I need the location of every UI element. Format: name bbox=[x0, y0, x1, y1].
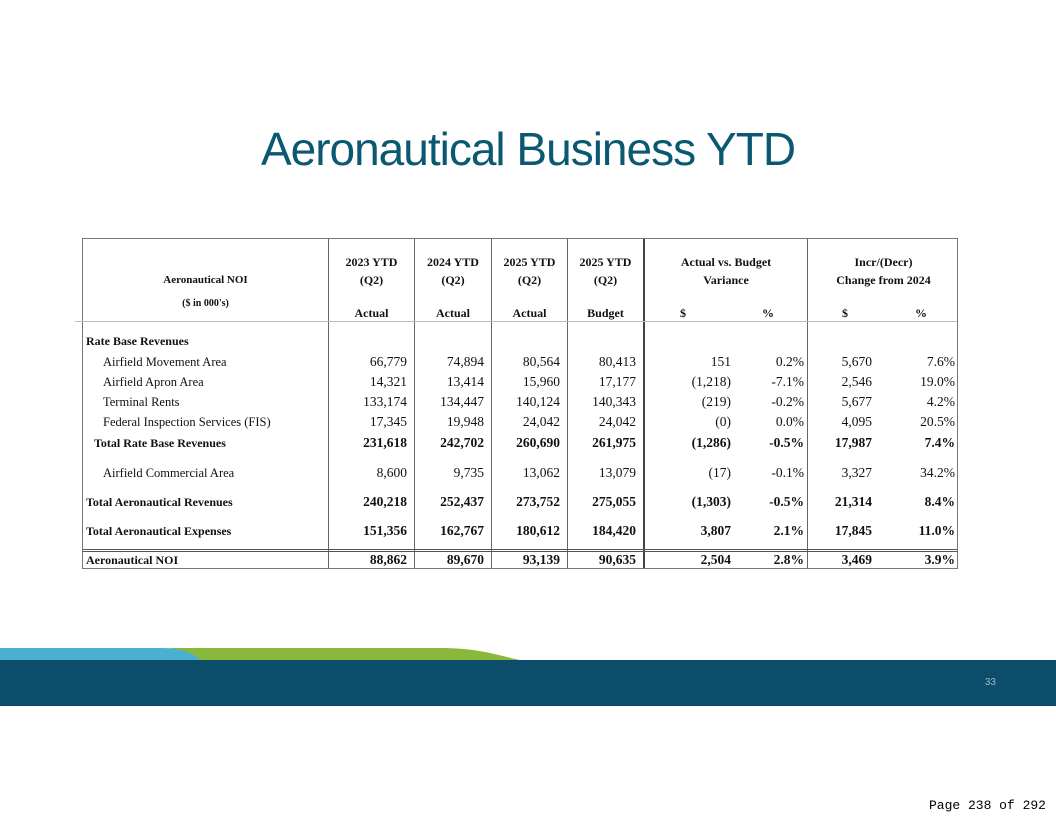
cell-variance-dollar: (1,286) bbox=[691, 435, 731, 450]
header-variance-line1: Actual vs. Budget bbox=[680, 255, 772, 269]
cell-variance-dollar: 3,807 bbox=[700, 523, 731, 538]
cell-2025-budget: 13,079 bbox=[598, 465, 636, 480]
header-variance-dollar: $ bbox=[680, 306, 686, 320]
cell-2025-budget: 140,343 bbox=[592, 394, 636, 409]
header-2023-line1: 2023 YTD bbox=[345, 255, 398, 269]
row-label: Federal Inspection Services (FIS) bbox=[103, 415, 271, 429]
table-row bbox=[83, 464, 959, 482]
cell-change-pct: 7.4% bbox=[924, 435, 955, 450]
cell-2025-actual: 13,062 bbox=[522, 465, 560, 480]
header-2025-actual-line2: (Q2) bbox=[517, 273, 542, 287]
header-2025-actual-line1: 2025 YTD bbox=[503, 255, 556, 269]
cell-2024-actual: 252,437 bbox=[440, 494, 484, 509]
table-row-total bbox=[83, 522, 959, 540]
cell-2025-budget: 261,975 bbox=[592, 435, 636, 450]
cell-2025-budget: 184,420 bbox=[592, 523, 636, 538]
cell-change-pct: 11.0% bbox=[918, 523, 955, 538]
cell-change-dollar: 3,469 bbox=[841, 552, 872, 567]
table-row-subtotal bbox=[83, 434, 959, 452]
cell-variance-pct: 2.8% bbox=[773, 552, 804, 567]
header-change-line1: Incr/(Decr) bbox=[854, 255, 913, 269]
cell-2025-actual: 80,564 bbox=[522, 354, 560, 369]
cell-variance-dollar: (1,218) bbox=[691, 374, 731, 389]
cell-2023-actual: 151,356 bbox=[363, 523, 407, 538]
cell-change-dollar: 3,327 bbox=[841, 465, 872, 480]
row-label: Total Rate Base Revenues bbox=[94, 436, 226, 450]
cell-variance-dollar: 151 bbox=[710, 354, 731, 369]
cell-change-pct: 8.4% bbox=[924, 494, 955, 509]
cell-change-dollar: 21,314 bbox=[834, 494, 872, 509]
header-2025-budget-line2: (Q2) bbox=[593, 273, 618, 287]
header-variance-line2: Variance bbox=[703, 273, 749, 287]
cell-2025-actual: 260,690 bbox=[516, 435, 560, 450]
row-label: Terminal Rents bbox=[103, 395, 180, 409]
cell-2024-actual: 134,447 bbox=[440, 394, 484, 409]
cell-change-pct: 7.6% bbox=[926, 354, 955, 369]
cell-change-dollar: 17,987 bbox=[834, 435, 872, 450]
cell-change-pct: 20.5% bbox=[920, 414, 955, 429]
cell-variance-pct: -0.5% bbox=[769, 435, 804, 450]
header-unit: ($ in 000's) bbox=[182, 298, 229, 309]
row-label: Airfield Commercial Area bbox=[103, 466, 235, 480]
row-label: Airfield Movement Area bbox=[103, 355, 227, 369]
table-row bbox=[83, 393, 959, 411]
cell-2023-actual: 240,218 bbox=[363, 494, 407, 509]
row-label: Total Aeronautical Expenses bbox=[86, 524, 232, 538]
cell-2025-budget: 17,177 bbox=[598, 374, 636, 389]
table-row bbox=[83, 413, 959, 431]
row-label: Airfield Apron Area bbox=[103, 375, 204, 389]
header-change-dollar: $ bbox=[842, 306, 848, 320]
cell-change-dollar: 4,095 bbox=[841, 414, 872, 429]
slide-title: Aeronautical Business YTD bbox=[260, 123, 796, 175]
cell-variance-dollar: 2,504 bbox=[700, 552, 731, 567]
cell-change-pct: 19.0% bbox=[920, 374, 955, 389]
noi-rule bbox=[83, 549, 957, 550]
cell-variance-dollar: (219) bbox=[701, 394, 731, 409]
cell-2023-actual: 17,345 bbox=[369, 414, 407, 429]
cell-2025-actual: 15,960 bbox=[522, 374, 560, 389]
header-2025-budget-line1: 2025 YTD bbox=[579, 255, 632, 269]
cell-change-dollar: 2,546 bbox=[841, 374, 872, 389]
cell-2025-actual: 140,124 bbox=[516, 394, 560, 409]
cell-2025-actual: 24,042 bbox=[522, 414, 560, 429]
cell-2024-actual: 13,414 bbox=[446, 374, 484, 389]
table-row bbox=[83, 353, 959, 371]
header-2023-line3: Actual bbox=[354, 306, 389, 320]
section-heading bbox=[83, 332, 959, 350]
cell-2025-budget: 275,055 bbox=[592, 494, 636, 509]
table-row bbox=[83, 373, 959, 391]
cell-2024-actual: 242,702 bbox=[440, 435, 484, 450]
cell-variance-pct: -7.1% bbox=[771, 374, 804, 389]
header-variance-pct: % bbox=[762, 306, 774, 320]
header-change-line2: Change from 2024 bbox=[836, 273, 931, 287]
cell-variance-pct: 0.0% bbox=[775, 414, 804, 429]
footer-band bbox=[0, 660, 1056, 706]
cell-variance-pct: -0.2% bbox=[771, 394, 804, 409]
cell-2024-actual: 9,735 bbox=[453, 465, 484, 480]
header-2024-line2: (Q2) bbox=[441, 273, 465, 287]
pdf-page-counter: Page 238 of 292 bbox=[928, 798, 1046, 813]
cell-change-dollar: 17,845 bbox=[834, 523, 872, 538]
cell-variance-pct: 2.1% bbox=[773, 523, 804, 538]
cell-2023-actual: 14,321 bbox=[369, 374, 407, 389]
cell-2024-actual: 74,894 bbox=[446, 354, 484, 369]
cell-2023-actual: 8,600 bbox=[376, 465, 407, 480]
cell-variance-pct: -0.5% bbox=[769, 494, 804, 509]
section-heading-label: Rate Base Revenues bbox=[86, 334, 189, 348]
header-2023-line2: (Q2) bbox=[359, 273, 384, 287]
cell-2025-actual: 180,612 bbox=[516, 523, 560, 538]
header-2024-line3: Actual bbox=[436, 306, 470, 320]
header-2024-line1: 2024 YTD bbox=[427, 255, 479, 269]
cell-2025-budget: 80,413 bbox=[598, 354, 636, 369]
cell-change-dollar: 5,677 bbox=[841, 394, 872, 409]
cell-2025-budget: 24,042 bbox=[598, 414, 636, 429]
cell-2023-actual: 133,174 bbox=[363, 394, 407, 409]
table-row-total bbox=[83, 493, 959, 511]
aeronautical-noi-table bbox=[82, 238, 958, 569]
row-label: Aeronautical NOI bbox=[86, 553, 179, 567]
cell-variance-pct: 0.2% bbox=[775, 354, 804, 369]
cell-2025-actual: 93,139 bbox=[522, 552, 560, 567]
row-label: Total Aeronautical Revenues bbox=[86, 495, 233, 509]
header-2025-actual-line3: Actual bbox=[512, 306, 547, 320]
cell-variance-pct: -0.1% bbox=[771, 465, 804, 480]
cell-variance-dollar: (17) bbox=[708, 465, 731, 480]
cell-change-dollar: 5,670 bbox=[841, 354, 872, 369]
slide-number: 33 bbox=[984, 677, 996, 688]
cell-2023-actual: 66,779 bbox=[369, 354, 407, 369]
table-row-noi bbox=[83, 551, 959, 569]
cell-2024-actual: 19,948 bbox=[446, 414, 484, 429]
cell-2025-actual: 273,752 bbox=[516, 494, 560, 509]
cell-2025-budget: 90,635 bbox=[598, 552, 636, 567]
cell-2024-actual: 89,670 bbox=[446, 552, 484, 567]
cell-variance-dollar: (1,303) bbox=[691, 494, 731, 509]
cell-variance-dollar: (0) bbox=[715, 414, 731, 429]
cell-2023-actual: 88,862 bbox=[369, 552, 407, 567]
header-change-pct: % bbox=[915, 306, 927, 320]
cell-change-pct: 4.2% bbox=[926, 394, 955, 409]
header-label: Aeronautical NOI bbox=[163, 274, 248, 286]
cell-2024-actual: 162,767 bbox=[440, 523, 484, 538]
header-2025-budget-line3: Budget bbox=[587, 306, 624, 320]
cell-change-pct: 3.9% bbox=[924, 552, 955, 567]
cell-change-pct: 34.2% bbox=[920, 465, 955, 480]
cell-2023-actual: 231,618 bbox=[363, 435, 407, 450]
